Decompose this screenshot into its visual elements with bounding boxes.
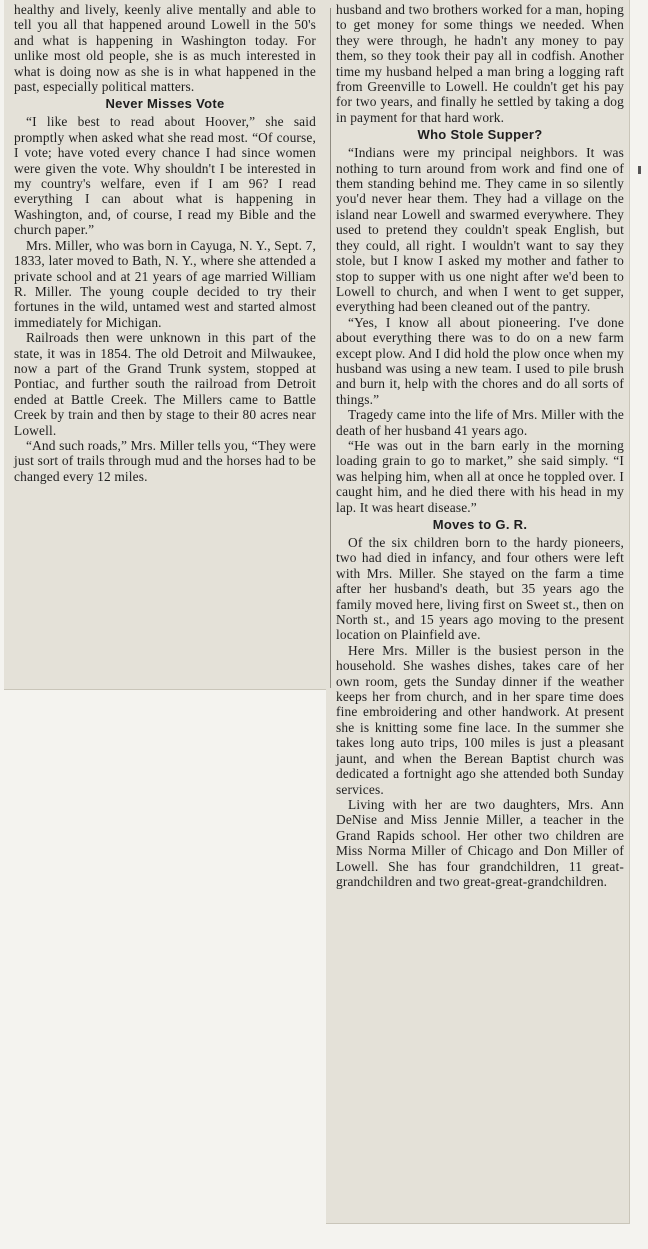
edge-mark — [638, 166, 641, 174]
paragraph: “Yes, I know all about pioneering. I've done about everything there was to do on a new farm except plow. And I did hold the plow once when my husband was using a new team. I used to pile brush and burn it, help with the chores and do all sorts of things.” — [336, 314, 624, 407]
subheading-moves-to-gr: Moves to G. R. — [432, 517, 528, 532]
column-rule — [330, 8, 331, 688]
paragraph: “I like best to read about Hoover,” she said promptly when asked what she read most. “Of course, I vote; have voted every chance I had since women were given the vote. Why shouldn't I be interested in my country's welfare, even if I am 96? I read everything I can about what is happening in Washington, and, of course, I read my Bible and the church paper.” — [14, 114, 316, 238]
paragraph: “And such roads,” Mrs. Miller tells you, “They were just sort of trails through mud and the horses had to be changed every 12 miles. — [14, 437, 316, 484]
paragraph: husband and two brothers worked for a man, hoping to get money for some things we needed. When they were through, he hadn't any money to pay them, so they took their pay all in codfish. Another time my husband helped a man bring a logging raft from Greenville to Lowell. He couldn't get his pay for two years, and finally he settled by taking a dog in payment for that hard work. — [336, 2, 624, 125]
paragraph: “He was out in the barn early in the morning loading grain to go to market,” she said simply. “I was helping him, when all at once he toppled over. I caught him, and he died there with his head in my lap. It was heart disease.” — [336, 437, 624, 515]
paragraph: healthy and lively, keenly alive mentally and able to tell you all that happened around Lowell in the 50's and what is happening in Washington today. For unlike most old people, she is as much interested in what is doing now as she is in what happened in the past, especially political matters. — [14, 2, 316, 95]
right-column — [336, 2, 624, 889]
left-column — [14, 2, 316, 484]
paragraph: Living with her are two daughters, Mrs. Ann DeNise and Miss Jennie Miller, a teacher in the Grand Rapids school. Her other two children are Miss Norma Miller of Chicago and Don Miller of Lowell. She has four grandchildren, 11 great-grandchildren and two great-great-grandchildren. — [336, 796, 624, 889]
paragraph: Mrs. Miller, who was born in Cayuga, N. Y., Sept. 7, 1833, later moved to Bath, N. Y., where she attended a private school and at 21 years of age married William R. Miller. The young couple decided to try their fortunes in the wild, untamed west and started almost immediately for Michigan. — [14, 237, 316, 330]
paragraph: Here Mrs. Miller is the busiest person in the household. She washes dishes, takes care of her own room, gets the Sunday dinner if the weather keeps her from church, and in her spare time does fine embroidering and other handwork. At present she is knitting some fine lace. In the summer she takes long auto trips, 100 miles is just a pleasant jaunt, and when the Berean Baptist church was dedicated a fortnight ago she attended both Sunday services. — [336, 642, 624, 797]
paragraph: Of the six children born to the hardy pioneers, two had died in infancy, and four others were left with Mrs. Miller. She stayed on the farm a time after her husband's death, but 35 years ago the family moved here, living first on Sweet st., then on North st., and 15 years ago moving to the present location on Plainfield ave. — [336, 535, 624, 643]
paragraph: Tragedy came into the life of Mrs. Miller with the death of her husband 41 years ago. — [336, 407, 624, 438]
subheading-never-misses-vote: Never Misses Vote — [105, 96, 225, 112]
subheading-who-stole-supper: Who Stole Supper? — [417, 127, 543, 143]
paragraph: Railroads then were unknown in this part of the state, it was in 1854. The old Detroit and Milwaukee, now a part of the Grand Trunk system, stopped at Pontiac, and further south the railroad from Detroit ended at Battle Creek. The Millers came to Battle Creek by train and then by stage to their 80 acres near Lowell. — [14, 330, 316, 438]
paragraph: “Indians were my principal neighbors. It was nothing to turn around from work and find one of them standing behind me. They came in so silently you'd never hear them. They had a village on the island near Lowell and swarmed everywhere. They used to pretend they couldn't speak English, but they could, all right. I wouldn't want to say they stole, but I know I asked my mother and father to stop to supper with us one night after we'd been to Lowell to church, and when I went to get supper, everything had been cleaned out of the pantry. — [336, 145, 624, 315]
